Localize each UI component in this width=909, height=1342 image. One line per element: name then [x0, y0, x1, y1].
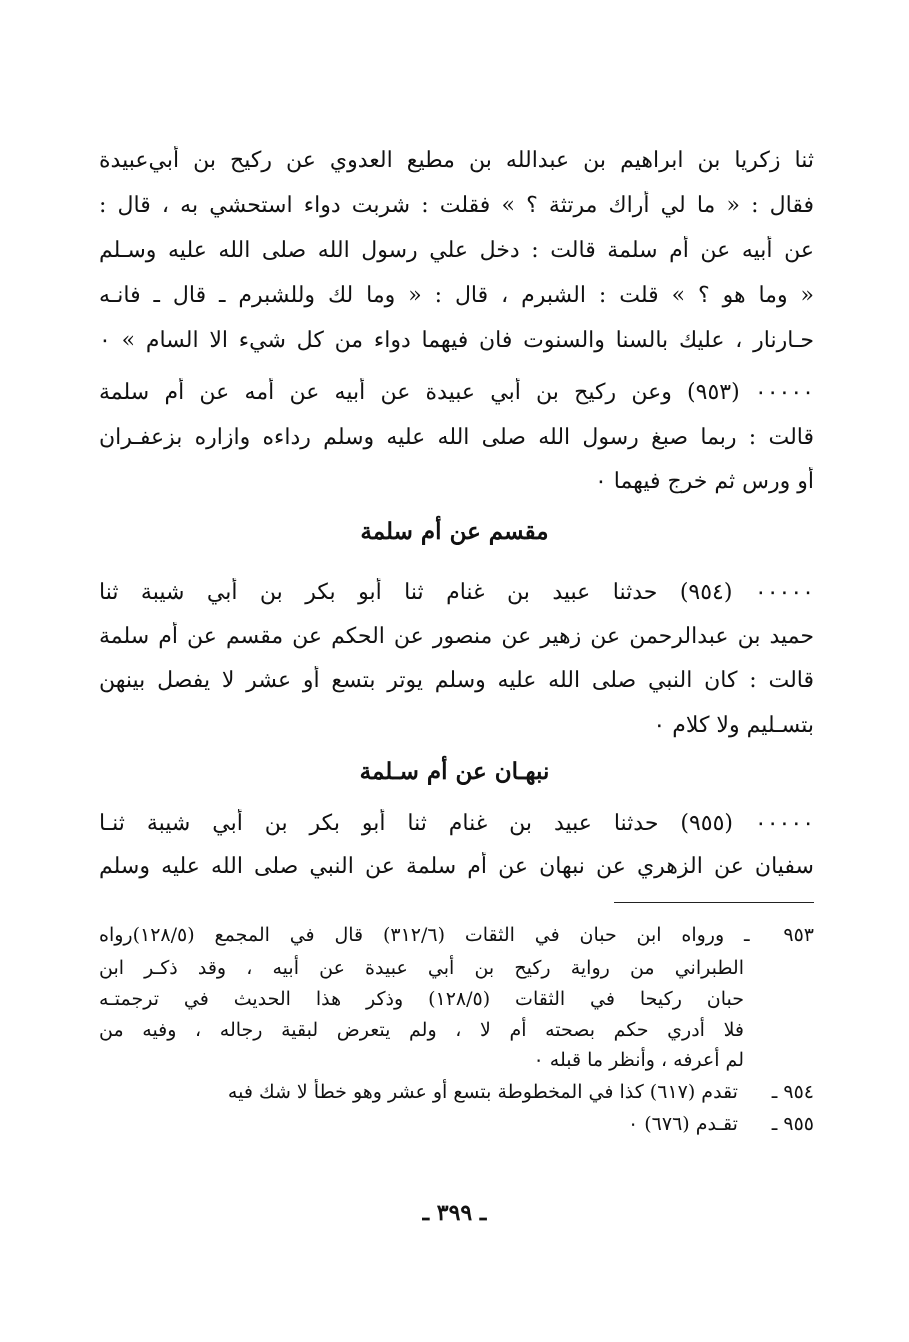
body-line: ٠٠٠٠٠ (٩٥٣) وعن ركيح بن أبي عبيدة عن أبيه عن أمه عن أم سلمة — [99, 380, 814, 405]
footnote-line: فلا أدري حكم بصحته أم لا ، ولم يتعرض لبقية رجاله ، وفيه من — [99, 1019, 744, 1041]
footnote-line: لم أعرفه ، وأنظر ما قبله ٠ — [533, 1049, 744, 1071]
section-heading: نبهـان عن أم سـلمة — [359, 758, 550, 785]
body-line: سفيان عن الزهري عن نبهان عن أم سلمة عن النبي صلى الله عليه وسلم — [99, 854, 814, 879]
footnote-number: ٩٥٣ ـ — [744, 924, 814, 946]
body-line: بتسـليم ولا كلام ٠ — [653, 713, 814, 738]
footnote-number: ٩٥٤ ـ — [771, 1081, 814, 1103]
body-line: أو ورس ثم خرج فيهما ٠ — [594, 469, 814, 494]
body-line: قالت : كان النبي صلى الله عليه وسلم يوتر بتسع أو عشر لا يفصل بينهن — [99, 668, 814, 693]
footnote-text: ورواه ابن حبان في الثقات (٣١٢/٦) قال في المجمع (١٢٨/٥)رواه — [99, 924, 725, 946]
body-line: عن أبيه عن أم سلمة قالت : دخل علي رسول الله صلى الله عليه وسـلم — [99, 238, 814, 263]
body-line: فقال : « ما لي أراك مرتثة ؟ » فقلت : شربت دواء استحشي به ، قال : — [99, 193, 814, 218]
body-line: ٠٠٠٠٠ (٩٥٤) حدثنا عبيد بن غنام ثنا أبو بكر بن أبي شيبة ثنا — [99, 580, 814, 605]
body-line: « وما هو ؟ » قلت : الشبرم ، قال : « وما لك وللشبرم ـ قال ـ فانـه — [99, 283, 814, 308]
footnote-line: حبان ركيحا في الثقات (١٢٨/٥) وذكر هذا الحديث في ترجمتـه — [99, 988, 744, 1010]
footnote-955 — [99, 1111, 814, 1137]
body-line: ٠٠٠٠٠ (٩٥٥) حدثنا عبيد بن غنام ثنا أبو بكر بن أبي شيبة ثنـا — [99, 811, 814, 836]
footnote-954 — [99, 1079, 814, 1105]
page-number: ـ ٣٩٩ ـ — [422, 1200, 487, 1226]
section-heading: مقسم عن أم سلمة — [360, 518, 549, 545]
body-line: ثنا زكريا بن ابراهيم بن عبدالله بن مطيع العدوي عن ركيح بن أبي‌عبيدة — [99, 148, 814, 173]
footnote-953 — [99, 922, 814, 948]
footnote-line: الطبراني من رواية ركيح بن أبي عبيدة عن أبيه ، وقد ذكـر ابن — [99, 957, 744, 979]
footnote-text: تقدم (٦١٧) كذا في المخطوطة بتسع أو عشر وهو خطأ لا شك فيه — [227, 1081, 738, 1103]
body-line: قالت : ربما صبغ رسول الله صلى الله عليه وسلم رداءه وازاره بزعفـران — [99, 425, 814, 450]
footnote-separator — [614, 902, 814, 903]
body-line: حـارنار ، عليك بالسنا والسنوت فان فيهما دواء من كل شيء الا السام » ٠ — [99, 328, 814, 353]
body-line: حميد بن عبدالرحمن عن زهير عن منصور عن الحكم عن مقسم عن أم سلمة — [99, 624, 814, 649]
footnote-number: ٩٥٥ ـ — [771, 1113, 814, 1135]
footnote-text: تقـدم (٦٧٦) ٠ — [628, 1113, 738, 1135]
